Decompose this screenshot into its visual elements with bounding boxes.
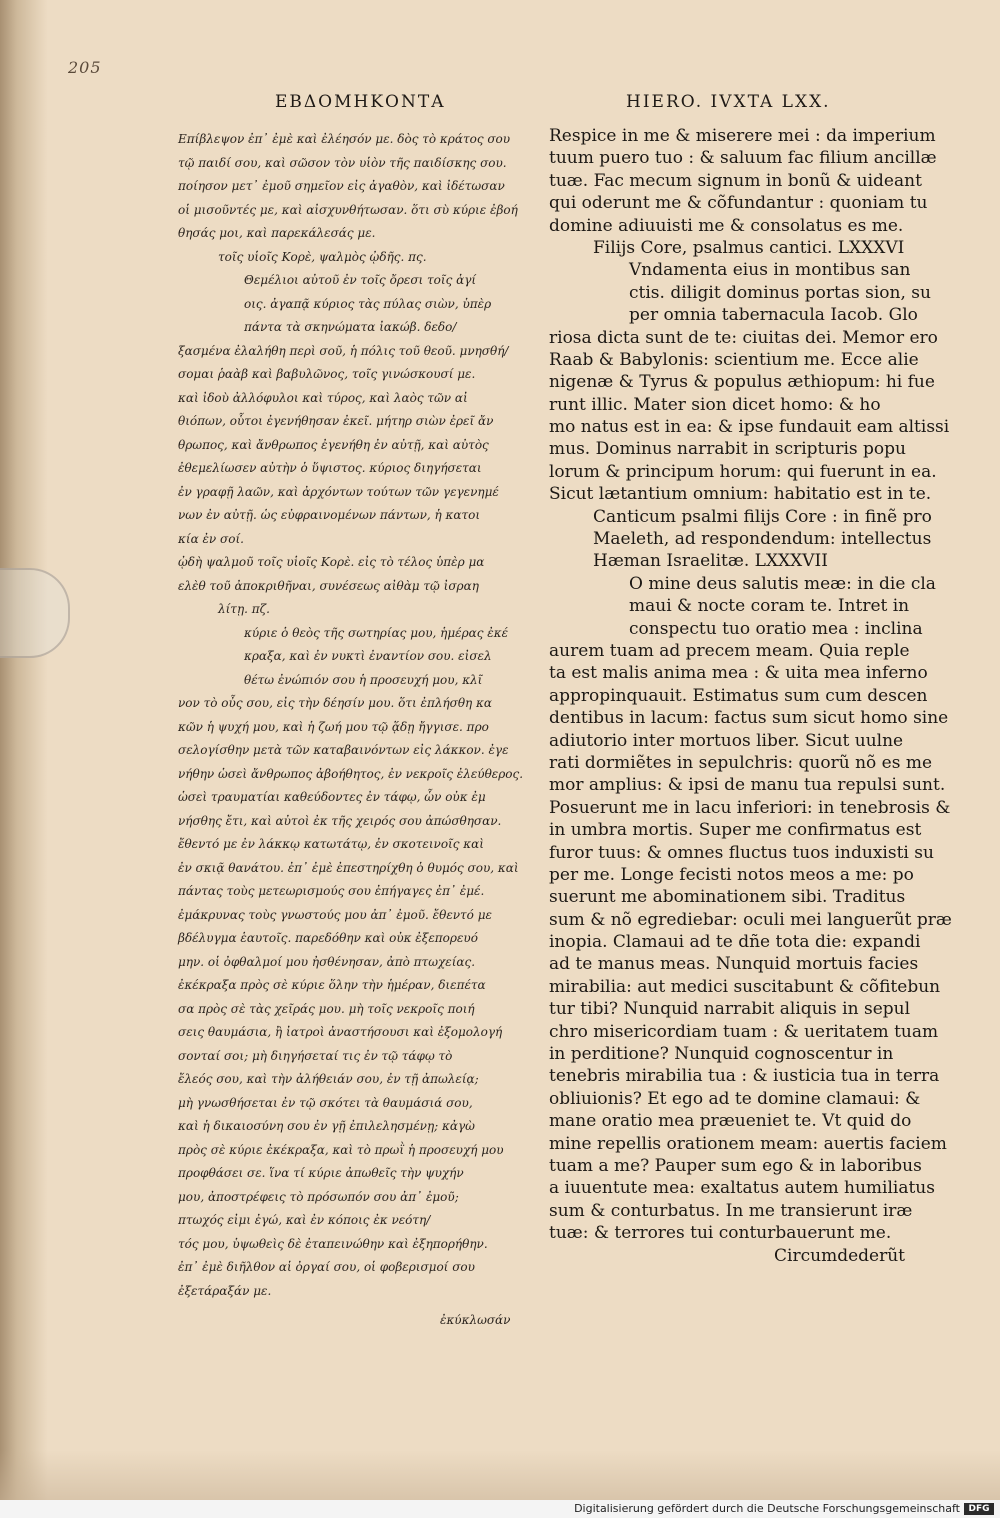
paper-clip	[0, 568, 70, 658]
greek-text-line: θρωπος, καὶ ἄνθρωπος ἐγενήθη ἐν αὐτῇ, καὶ αὐτὸς	[178, 437, 489, 452]
latin-text-line: tuam a me? Pauper sum ego & in laboribus	[549, 1155, 922, 1176]
latin-text-line: furor tuus: & omnes fluctus tuos induxisti su	[549, 842, 934, 863]
greek-text-line: θιόπων, οὗτοι ἐγενήθησαν ἐκεῖ. μήτηρ σιὼν ἐρεῖ ἄν	[178, 414, 494, 428]
greek-text-line: σα πρὸς σὲ τὰς χεῖράς μου. μὴ τοῖς νεκροῖς ποιή	[178, 1001, 475, 1016]
latin-text-line: Posuerunt me in lacu inferiori: in tenebrosis &	[549, 797, 951, 818]
greek-text-line: ἐμάκρυνας τοὺς γνωστούς μου ἀπ᾽ ἐμοῦ. ἔθεντό με	[178, 907, 492, 922]
greek-text-line: πτωχός εἰμι ἐγώ, καὶ ἐν κόποις ἐκ νεότη/	[178, 1213, 431, 1227]
greek-text-line: προφθάσει σε. ἵνα τί κύριε ἀπωθεῖς τὴν ψυχήν	[178, 1166, 464, 1180]
greek-text-line: τοῖς υἱοῖς Κορὲ, ψαλμὸς ᾠδῆς. πς.	[218, 249, 427, 264]
latin-text-line: Vndamenta eius in montibus san	[629, 260, 911, 281]
latin-text-line: chro misericordiam tuam : & ueritatem tuam	[549, 1021, 939, 1042]
latin-text-line: adiutorio inter mortuos liber. Sicut uulne	[549, 730, 904, 751]
greek-text-line: κῶν ἡ ψυχή μου, καὶ ἡ ζωή μου τῷ ᾅδῃ ἤγγισε. προ	[178, 719, 489, 734]
greek-text-line: σομαι ῥαὰβ καὶ βαβυλῶνος, τοῖς γινώσκουσί με.	[178, 367, 476, 381]
latin-text-line: mirabilia: aut medici suscitabunt & cõfitebun	[549, 976, 941, 997]
greek-text-line: μὴ γνωσθήσεται ἐν τῷ σκότει τὰ θαυμάσιά σου,	[178, 1095, 473, 1110]
greek-text-line: ἐπ᾽ ἐμὲ διῆλθον αἱ ὀργαί σου, οἱ φοβερισμοί σου	[178, 1260, 475, 1274]
latin-text-line: Filijs Core, psalmus cantici. LXXXVI	[593, 237, 905, 258]
greek-text-line: καὶ ἰδοὺ ἀλλόφυλοι καὶ τύρος, καὶ λαὸς τῶν αἰ	[178, 390, 468, 405]
greek-text-line: νήσθης ἔτι, καὶ αὐτοὶ ἐκ τῆς χειρός σου ἀπώσθησαν.	[178, 813, 502, 828]
latin-text-line: ta est malis anima mea : & uita mea inferno	[549, 663, 928, 684]
greek-text-line: θησάς μοι, καὶ παρεκάλεσάς με.	[178, 226, 376, 240]
greek-text-line: ἐν γραφῇ λαῶν, καὶ ἀρχόντων τούτων τῶν γεγενημέ	[178, 484, 499, 499]
latin-text-line: mor amplius: & ipsi de manu tua repulsi sunt.	[549, 775, 946, 796]
dfg-logo: DFG	[964, 1503, 994, 1515]
greek-text-line: λίτῃ. πζ.	[218, 602, 270, 616]
greek-text-line: μην. οἱ ὀφθαλμοί μου ἠσθένησαν, ἀπὸ πτωχείας.	[178, 954, 476, 969]
greek-text-line: βδέλυγμα ἑαυτοῖς. παρεδόθην καὶ οὐκ ἐξεπορευό	[178, 931, 478, 945]
latin-text-line: Maeleth, ad respondendum: intellectus	[593, 529, 932, 550]
greek-text-line: νων ἐν αὐτῇ. ὡς εὐφραινομένων πάντων, ἡ κατοι	[178, 508, 481, 522]
greek-text-line: πρὸς σὲ κύριε ἐκέκραξα, καὶ τὸ πρωῒ ἡ προσευχή μου	[178, 1142, 504, 1157]
latin-text-line: O mine deus salutis meæ: in die cla	[629, 573, 936, 594]
footer-credit: Digitalisierung gefördert durch die Deutsche Forschungsgemeinschaft	[574, 1502, 960, 1515]
latin-text-line: mine repellis orationem meam: auertis faciem	[549, 1133, 947, 1154]
latin-text-line: lorum & principum horum: qui fuerunt in ea.	[549, 461, 937, 482]
greek-column	[178, 128, 528, 1303]
latin-text-line: Respice in me & miserere mei : da imperium	[549, 126, 936, 146]
greek-text-line: κία ἐν σοί.	[178, 531, 244, 546]
latin-text-line: appropinquauit. Estimatus sum cum descen	[549, 685, 928, 706]
greek-text-line: Επίβλεψον ἐπ᾽ ἐμὲ καὶ ἐλέησόν με. δὸς τὸ κράτος σου	[178, 132, 511, 146]
latin-text-line: rati dormiẽtes in sepulchris: quorũ nõ es me	[549, 752, 933, 773]
latin-text-line: qui oderunt me & cõfundantur : quoniam tu	[549, 193, 928, 214]
latin-text-line: in perditione? Nunquid cognoscentur in	[549, 1044, 894, 1065]
latin-text-line: mus. Dominus narrabit in scripturis popu	[549, 439, 906, 460]
latin-text-line: runt illic. Mater sion dicet homo: & ho	[549, 394, 881, 415]
greek-text-line: σελογίσθην μετὰ τῶν καταβαινόντων εἰς λάκκον. ἐγε	[178, 743, 509, 757]
greek-text-line: ποίησον μετ᾽ ἐμοῦ σημεῖον εἰς ἀγαθὸν, καὶ ἰδέτωσαν	[178, 179, 505, 193]
latin-text-line: a iuuentute mea: exaltatus autem humiliatus	[549, 1178, 935, 1199]
greek-text-line: ἔλεός σου, καὶ τὴν ἀλήθειάν σου, ἐν τῇ ἀπωλείᾳ;	[178, 1072, 479, 1086]
greek-text-line: νήθην ὡσεὶ ἄνθρωπος ἀβοήθητος, ἐν νεκροῖς ἐλεύθερος.	[178, 766, 524, 781]
latin-text-line: maui & nocte coram te. Intret in	[629, 596, 910, 617]
greek-text-line: ἐν σκιᾷ θανάτου. ἐπ᾽ ἐμὲ ἐπεστηρίχθη ὁ θυμός σου, καὶ	[178, 860, 519, 875]
latin-text-line: inopia. Clamaui ad te dñe tota die: expandi	[549, 932, 921, 953]
greek-text-line: κραξα, καὶ ἐν νυκτὶ ἐναντίον σου. εἰσελ	[244, 649, 492, 663]
latin-text-line: sum & conturbatus. In me transierunt iræ	[549, 1200, 913, 1221]
latin-text-line: Circumdederũt	[774, 1245, 905, 1266]
latin-text-line: mane oratio mea præueniet te. Vt quid do	[549, 1111, 912, 1132]
greek-text-line: θέτω ἐνώπιόν σου ἡ προσευχή μου, κλῖ	[244, 672, 483, 687]
latin-text-line: tur tibi? Nunquid narrabit aliquis in sepul	[549, 999, 911, 1020]
latin-text-line: tuæ. Fac mecum signum in bonũ & uideant	[549, 170, 922, 191]
latin-text-line: riosa dicta sunt de te: ciuitas dei. Memor ero	[549, 327, 938, 348]
latin-text-line: Raab & Babylonis: scientium me. Ecce alie	[549, 349, 919, 370]
latin-text-line: conspectu tuo oratio mea : inclina	[629, 618, 923, 639]
greek-text-line: πάντα τὰ σκηνώματα ἰακώβ. δεδο/	[244, 320, 457, 334]
greek-text-line: ξασμένα ἐλαλήθη περὶ σοῦ, ἡ πόλις τοῦ θεοῦ. μνησθή/	[178, 343, 509, 358]
page-edge	[0, 1450, 1000, 1500]
greek-text-line: ᾠδὴ ψαλμοῦ τοῖς υἱοῖς Κορὲ. εἰς τὸ τέλος ὑπὲρ μα	[178, 555, 485, 569]
latin-text-line: in umbra mortis. Super me confirmatus est	[549, 820, 922, 841]
greek-text-line: σονταί σοι; μὴ διηγήσεταί τις ἐν τῷ τάφῳ τὸ	[178, 1048, 453, 1063]
greek-text-line: ἐξετάραξάν με.	[178, 1283, 272, 1298]
greek-text-line: σεις θαυμάσια, ἢ ἰατροὶ ἀναστήσουσι καὶ ἐξομολογή	[178, 1025, 503, 1039]
latin-text-line: per omnia tabernacula Iacob. Glo	[629, 305, 918, 326]
latin-text-line: obliuionis? Et ego ad te domine clamaui: &	[549, 1088, 921, 1109]
latin-text-line: tuum puero tuo : & saluum fac filium ancillæ	[549, 148, 937, 169]
greek-text-line: τῷ παιδί σου, καὶ σῶσον τὸν υἱὸν τῆς παιδίσκης σου.	[178, 155, 507, 170]
greek-text-line: οἱ μισοῦντές με, καὶ αἰσχυνθήτωσαν. ὅτι σὺ κύριε ἐβοή	[178, 202, 518, 217]
latin-text-line: suerunt me abominationem sibi. Traditus	[549, 887, 906, 908]
running-head-latin: HIERO. IVXTA LXX.	[626, 92, 831, 112]
greek-text-line: πάντας τοὺς μετεωρισμούς σου ἐπήγαγες ἐπ᾽ ἐμέ.	[178, 884, 485, 898]
greek-text-line: ἐθεμελίωσεν αὐτὴν ὁ ὕψιστος. κύριος διηγήσεται	[178, 461, 482, 475]
latin-text-line: Sicut lætantium omnium: habitatio est in te.	[549, 484, 932, 505]
footer-bar	[0, 1500, 1000, 1518]
latin-text-line: domine adiuuisti me & consolatus es me.	[549, 215, 904, 236]
greek-text-line: ἔθεντό με ἐν λάκκῳ κατωτάτῳ, ἐν σκοτεινοῖς καὶ	[178, 837, 484, 851]
greek-text-line: Θεμέλιοι αὐτοῦ ἐν τοῖς ὄρεσι τοῖς ἁγί	[244, 273, 477, 287]
greek-text-line: ἐκέκραξα πρὸς σὲ κύριε ὅλην τὴν ἡμέραν, διεπέτα	[178, 978, 486, 992]
greek-text-line: μου, ἀποστρέφεις τὸ πρόσωπόν σου ἀπ᾽ ἐμοῦ;	[178, 1189, 459, 1204]
latin-text-line: dentibus in lacum: factus sum sicut homo sine	[549, 708, 949, 729]
latin-text-line: Canticum psalmi filijs Core : in finẽ pro	[593, 506, 932, 527]
latin-text-line: tenebris mirabilia tua : & iusticia tua in terra	[549, 1066, 940, 1087]
latin-text-line: aurem tuam ad precem meam. Quia reple	[549, 640, 910, 661]
running-head-greek: ΕΒΔΟΜΗΚΟΝΤΑ	[275, 92, 446, 112]
greek-text-line: οις. ἀγαπᾷ κύριος τὰς πύλας σιὼν, ὑπὲρ	[244, 296, 492, 311]
latin-column	[549, 125, 952, 1267]
greek-text-line: τός μου, ὑψωθεὶς δὲ ἐταπεινώθην καὶ ἐξηπορήθην.	[178, 1236, 488, 1251]
greek-text-line: ελὲθ τοῦ ἀποκριθῆναι, συνέσεως αἰθὰμ τῷ ἰσραη	[178, 578, 479, 593]
greek-text-line: καὶ ἡ δικαιοσύνη σου ἐν γῇ ἐπιλελησμένῃ; κἀγὼ	[178, 1119, 475, 1133]
folio-number: 205	[68, 58, 102, 77]
latin-text-line: nigenæ & Tyrus & populus æthiopum: hi fue	[549, 372, 935, 393]
latin-text-line: tuæ: & terrores tui conturbauerunt me.	[549, 1223, 892, 1244]
greek-text-line: νον τὸ οὖς σου, εἰς τὴν δέησίν μου. ὅτι ἐπλήσθη κα	[178, 696, 493, 710]
greek-text-line: ὡσεὶ τραυματίαι καθεύδοντες ἐν τάφῳ, ὧν οὐκ ἐμ	[178, 790, 486, 804]
latin-text-line: per me. Longe fecisti notos meos a me: po	[549, 864, 914, 885]
latin-text-line: ctis. diligit dominus portas sion, su	[629, 282, 931, 303]
latin-text-line: ad te manus meas. Nunquid mortuis facies	[549, 954, 919, 975]
greek-catchword: ἐκύκλωσάν	[440, 1313, 511, 1327]
latin-text-line: mo natus est in ea: & ipse fundauit eam altissi	[549, 417, 950, 438]
greek-text-line: κύριε ὁ θεὸς τῆς σωτηρίας μου, ἡμέρας ἐκέ	[244, 625, 509, 640]
latin-text-line: Hæman Israelitæ. LXXXVII	[593, 551, 828, 572]
latin-text-line: sum & nõ egrediebar: oculi mei languerũt præ	[549, 909, 952, 930]
page-gutter	[0, 0, 48, 1500]
